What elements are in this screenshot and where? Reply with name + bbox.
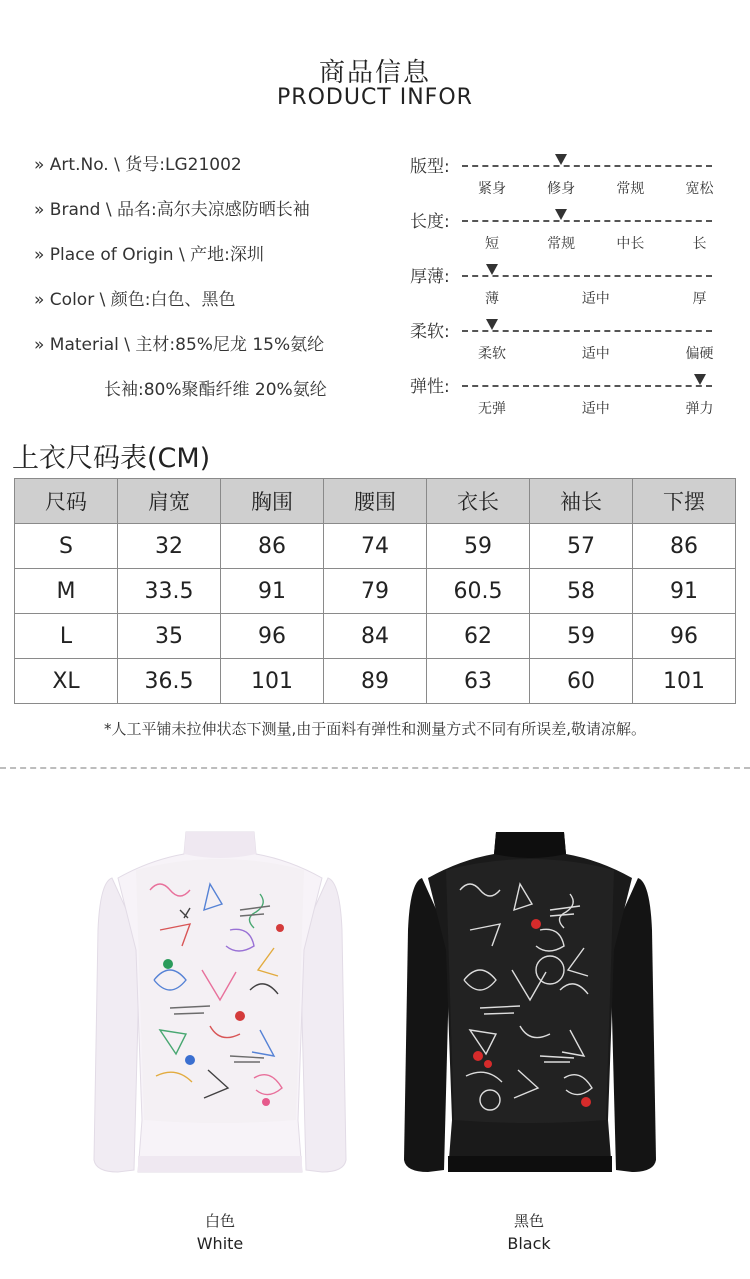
table-cell: 33.5 (118, 569, 221, 614)
table-cell: 91 (221, 569, 324, 614)
caption-white-cn: 白色 (204, 1212, 235, 1230)
attribute-scale (410, 205, 720, 260)
table-cell: 60.5 (427, 569, 530, 614)
table-cell: 63 (427, 659, 530, 704)
table-cell: 91 (633, 569, 736, 614)
attribute-dashed-line (462, 330, 712, 332)
caption-black (429, 1210, 629, 1253)
caption-black-cn: 黑色 (513, 1212, 544, 1230)
header-cell: 袖长 (530, 479, 633, 524)
size-header-row (15, 479, 736, 524)
table-cell: XL (15, 659, 118, 704)
attribute-label: 版型: (410, 157, 450, 177)
caption-white (120, 1210, 320, 1253)
table-cell: 79 (324, 569, 427, 614)
header-cell: 尺码 (15, 479, 118, 524)
attribute-option: 弹力 (685, 401, 714, 417)
attribute-label: 柔软: (410, 322, 450, 342)
table-cell: 96 (633, 614, 736, 659)
table-cell: S (15, 524, 118, 569)
table-cell: L (15, 614, 118, 659)
header-cell: 腰围 (324, 479, 427, 524)
attribute-dashed-line (462, 275, 712, 277)
table-cell: 86 (221, 524, 324, 569)
header-cell: 下摆 (633, 479, 736, 524)
attribute-option: 无弹 (478, 401, 506, 417)
white-shirt-image (90, 820, 350, 1190)
info-brand: » Brand \ 品名:高尔夫凉感防晒长袖 (34, 200, 310, 220)
black-shirt-image (400, 820, 660, 1190)
selected-marker-icon (486, 319, 498, 330)
attribute-option: 适中 (581, 401, 610, 417)
attribute-option: 柔软 (478, 346, 506, 362)
attribute-label: 长度: (410, 212, 450, 232)
table-cell: 74 (324, 524, 427, 569)
attribute-option: 厚 (692, 291, 707, 307)
table-cell: 101 (633, 659, 736, 704)
attribute-option: 长 (692, 236, 707, 252)
table-cell: 89 (324, 659, 427, 704)
table-cell: 84 (324, 614, 427, 659)
info-sleeve-material: 长袖:80%聚酯纤维 20%氨纶 (104, 380, 327, 400)
product-attributes (410, 150, 720, 425)
info-origin: » Place of Origin \ 产地:深圳 (34, 245, 264, 265)
table-cell: 60 (530, 659, 633, 704)
info-color: » Color \ 颜色:白色、黑色 (34, 290, 236, 310)
attribute-option: 常规 (616, 181, 645, 197)
table-cell: 62 (427, 614, 530, 659)
table-cell: 96 (221, 614, 324, 659)
attribute-dashed-line (462, 165, 712, 167)
attribute-option: 适中 (581, 291, 610, 307)
selected-marker-icon (486, 264, 498, 275)
attribute-scale (410, 150, 720, 205)
table-cell: M (15, 569, 118, 614)
attribute-dashed-line (462, 220, 712, 222)
attribute-option: 薄 (485, 291, 499, 307)
attribute-label: 弹性: (410, 377, 450, 397)
table-cell: 101 (221, 659, 324, 704)
selected-marker-icon (555, 154, 567, 165)
size-chart-table (14, 478, 736, 704)
table-row (15, 524, 736, 569)
selected-marker-icon (555, 209, 567, 220)
table-row (15, 659, 736, 704)
info-art-no: » Art.No. \ 货号:LG21002 (34, 155, 242, 175)
attribute-option: 修身 (547, 181, 576, 197)
dashed-divider (0, 767, 750, 769)
header-cell: 衣长 (427, 479, 530, 524)
product-info-list (34, 150, 394, 420)
table-cell: 36.5 (118, 659, 221, 704)
selected-marker-icon (694, 374, 706, 385)
attribute-option: 偏硬 (685, 346, 714, 362)
caption-black-en: Black (507, 1234, 551, 1253)
section-title-cn: 商品信息 (318, 58, 431, 88)
attribute-option: 适中 (581, 346, 610, 362)
header-cell: 胸围 (221, 479, 324, 524)
attribute-scale (410, 370, 720, 425)
info-material: » Material \ 主材:85%尼龙 15%氨纶 (34, 335, 325, 355)
table-cell: 57 (530, 524, 633, 569)
attribute-scale (410, 260, 720, 315)
table-cell: 59 (427, 524, 530, 569)
measurement-note: *人工平铺未拉伸状态下测量,由于面料有弹性和测量方式不同有所误差,敬请凉解。 (103, 720, 647, 738)
table-cell: 32 (118, 524, 221, 569)
table-cell: 86 (633, 524, 736, 569)
attribute-option: 中长 (616, 236, 645, 252)
size-chart-title: 上衣尺码表(CM) (12, 443, 211, 474)
table-row (15, 569, 736, 614)
attribute-scale (410, 315, 720, 370)
attribute-option: 短 (485, 236, 499, 252)
attribute-option: 紧身 (478, 181, 506, 197)
attribute-label: 厚薄: (410, 267, 450, 287)
table-row (15, 614, 736, 659)
header-cell: 肩宽 (118, 479, 221, 524)
table-cell: 35 (118, 614, 221, 659)
attribute-option: 常规 (547, 236, 576, 252)
caption-white-en: White (196, 1234, 244, 1253)
table-cell: 58 (530, 569, 633, 614)
attribute-option: 宽松 (685, 181, 714, 197)
attribute-dashed-line (462, 385, 712, 387)
table-cell: 59 (530, 614, 633, 659)
section-title-en: PRODUCT INFOR (277, 85, 473, 110)
